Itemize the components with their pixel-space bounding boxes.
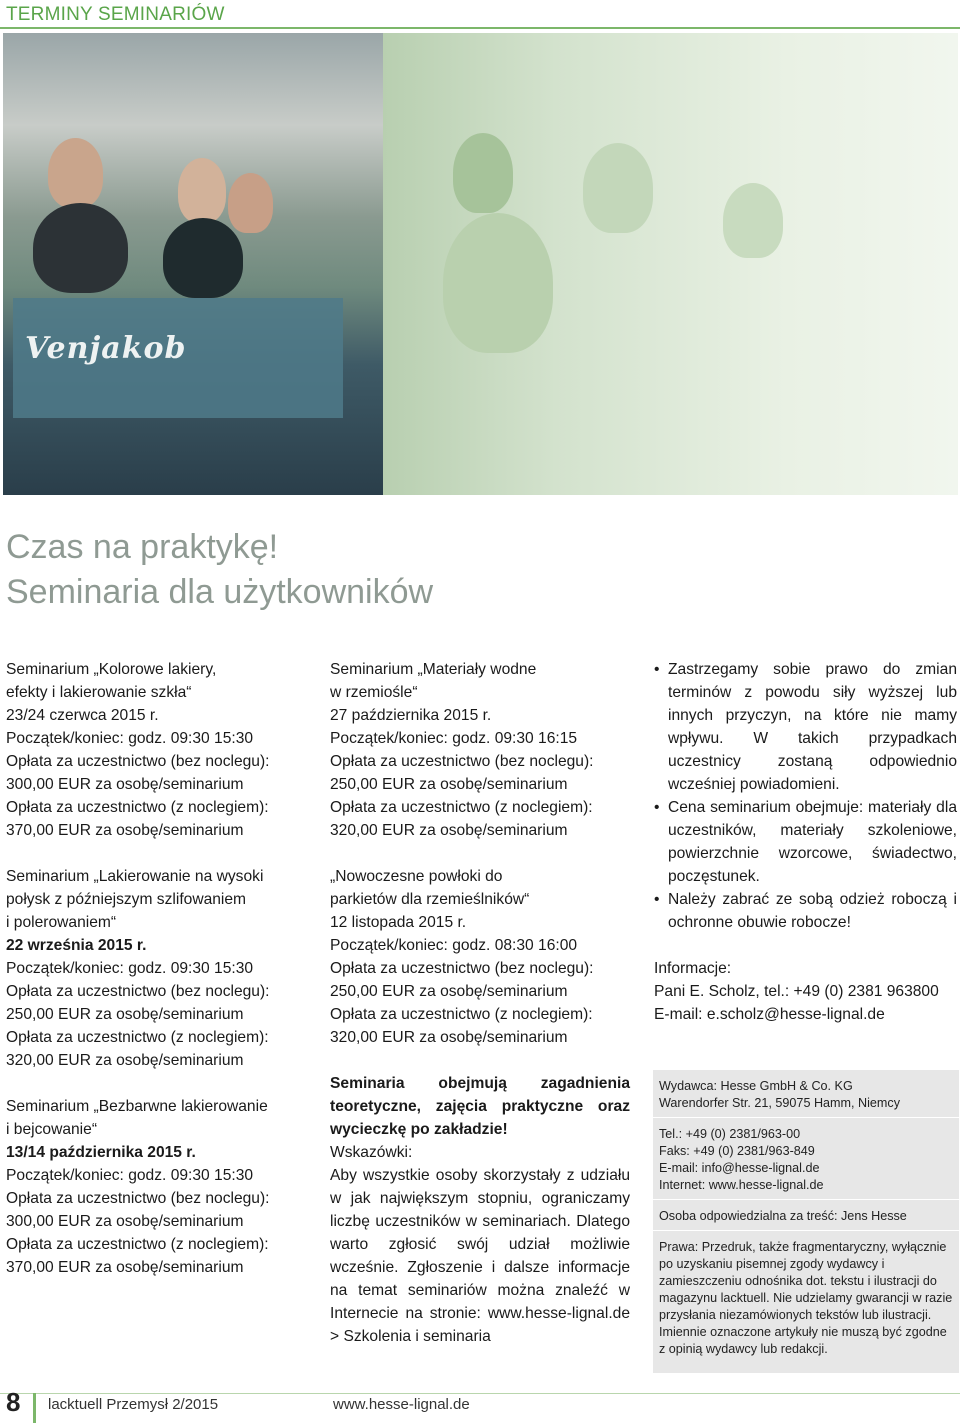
fee-value: 320,00 EUR za osobę/seminarium (6, 1052, 244, 1069)
section-header (0, 0, 960, 30)
header-divider (0, 27, 960, 29)
imprint-tel: Tel.: +49 (0) 2381/963-00 (659, 1127, 801, 1141)
imprint-box (653, 1070, 959, 1373)
hero-photo (3, 33, 958, 495)
seminar-title: parkietów dla rzemieślników“ (330, 891, 530, 908)
section-title: TERMINY SEMINARIÓW (6, 4, 225, 25)
footer-url[interactable]: www.hesse-lignal.de (333, 1396, 470, 1413)
seminar-title: „Nowoczesne powłoki do (330, 868, 503, 885)
fee-value: 250,00 EUR za osobę/seminarium (6, 1006, 244, 1023)
headline-line-1: Czas na praktykę! (6, 528, 279, 566)
notes-list (654, 658, 957, 934)
seminar-entry (330, 658, 630, 842)
imprint-fax: Faks: +49 (0) 2381/963-849 (659, 1144, 815, 1158)
footer-divider (0, 1393, 960, 1394)
person-figure (723, 183, 783, 258)
publisher-name: Wydawca: Hesse GmbH & Co. KG (659, 1079, 853, 1093)
seminar-time: Początek/koniec: godz. 09:30 15:30 (6, 1167, 254, 1184)
imprint-responsible (653, 1200, 959, 1231)
seminar-title: i polerowaniem“ (6, 914, 117, 931)
person-figure (453, 133, 513, 213)
fee-value: 320,00 EUR za osobę/seminarium (330, 822, 568, 839)
note-item: • Cena seminarium obejmuje: materiały dla uczestników, materiały szkoleniowe, powierzchnie wzorcowe, świadectwo, poczęstunek. (654, 796, 957, 888)
person-figure (178, 158, 226, 223)
seminar-time: Początek/koniec: godz. 08:30 16:00 (330, 937, 578, 954)
footer-accent-bar (33, 1393, 36, 1423)
seminar-date: 27 października 2015 r. (330, 707, 492, 724)
fee-label: Opłata za uczestnictwo (bez noclegu): (6, 983, 270, 1000)
seminar-title: i bejcowanie“ (6, 1121, 98, 1138)
info-label: Informacje: (654, 960, 732, 977)
fee-value: 370,00 EUR za osobę/seminarium (6, 822, 244, 839)
publisher-address: Warendorfer Str. 21, 59075 Hamm, Niemcy (659, 1096, 901, 1110)
headline-line-2: Seminaria dla użytkowników (6, 573, 434, 611)
person-figure (443, 213, 553, 353)
person-figure (48, 138, 103, 208)
responsible-person: Osoba odpowiedzialna za treść: Jens Hesse (659, 1209, 907, 1223)
seminar-time: Początek/koniec: godz. 09:30 16:15 (330, 730, 578, 747)
seminar-entry (6, 865, 296, 1072)
fee-value: 250,00 EUR za osobę/seminarium (330, 776, 568, 793)
fee-label: Opłata za uczestnictwo (z noclegiem): (330, 799, 593, 816)
seminar-title: efekty i lakierowanie szkła“ (6, 684, 192, 701)
person-figure (33, 203, 128, 293)
magazine-name: lacktuell Przemysł 2/2015 (48, 1396, 219, 1413)
column-middle (330, 658, 630, 1348)
imprint-rights (653, 1231, 959, 1363)
seminar-title: Seminarium „Materiały wodne (330, 661, 537, 678)
seminar-summary: Seminaria obejmują zagadnienia teoretyczne, zajęcia praktyczne oraz wycieczkę po zakładzie! (330, 1075, 630, 1138)
machine-logo: Venjakob (25, 331, 187, 366)
fee-value: 300,00 EUR za osobę/seminarium (6, 776, 244, 793)
seminar-title: połysk z późniejszym szlifowaniem (6, 891, 247, 908)
note-item: • Należy zabrać ze sobą odzież roboczą i ochronne obuwie robocze! (654, 888, 957, 934)
person-figure (583, 143, 653, 233)
fee-label: Opłata za uczestnictwo (bez noclegu): (6, 1190, 270, 1207)
seminar-entry (330, 865, 630, 1049)
rights-text: Prawa: Przedruk, także fragmentaryczny, wyłącznie po uzyskaniu pisemnej zgody wydawcy i zamieszczeniu odnośnika dot. tekstu i ilustracji do magazynu lacktuell. Nie udzielamy gwarancji w razie przysłania niezamówionych tekstów lub ilustracji. Imiennie oznaczone artykuły nie muszą być zgodne z opinią wydawcy lub redakcji. (659, 1240, 953, 1356)
fee-label: Opłata za uczestnictwo (z noclegiem): (330, 1006, 593, 1023)
seminar-title: w rzemiośle“ (330, 684, 418, 701)
note-item: • Zastrzegamy sobie prawo do zmian terminów z powodu siły wyższej lub innych przyczyn, na które nie mamy wpływu. W takich przypadkach uczestnicy zostaną odpowiednio wcześniej powiadomieni. (654, 658, 957, 796)
contact-email: E-mail: e.scholz@hesse-lignal.de (654, 1006, 885, 1023)
seminar-title: Seminarium „Lakierowanie na wysoki (6, 868, 264, 885)
hints-text: Aby wszystkie osoby skorzystały z udziału w jak największym stopniu, ograniczamy liczbę uczestników w seminariach. Dlatego warto zgłosić swój udział możliwie wcześnie. Zgłoszenie i dalsze informacje na temat seminariów można znaleźć w Internecie na stronie: www.hesse-lignal.de > Szkolenia i seminaria (330, 1167, 630, 1345)
fee-value: 300,00 EUR za osobę/seminarium (6, 1213, 244, 1230)
fee-label: Opłata za uczestnictwo (z noclegiem): (6, 1236, 269, 1253)
fee-label: Opłata za uczestnictwo (z noclegiem): (6, 799, 269, 816)
fee-value: 320,00 EUR za osobę/seminarium (330, 1029, 568, 1046)
page-number: 8 (6, 1387, 21, 1417)
imprint-internet: Internet: www.hesse-lignal.de (659, 1178, 824, 1192)
fee-label: Opłata za uczestnictwo (bez noclegu): (330, 960, 594, 977)
imprint-contact (653, 1118, 959, 1200)
imprint-email: E-mail: info@hesse-lignal.de (659, 1161, 820, 1175)
imprint-publisher (653, 1070, 959, 1118)
fee-value: 250,00 EUR za osobę/seminarium (330, 983, 568, 1000)
seminar-date: 22 września 2015 r. (6, 937, 147, 954)
seminar-title: Seminarium „Kolorowe lakiery, (6, 661, 217, 678)
hints-label: Wskazówki: (330, 1144, 413, 1161)
fee-value: 370,00 EUR za osobę/seminarium (6, 1259, 244, 1276)
contact-name: Pani E. Scholz, tel.: +49 (0) 2381 963800 (654, 983, 939, 1000)
seminar-time: Początek/koniec: godz. 09:30 15:30 (6, 730, 254, 747)
seminar-time: Początek/koniec: godz. 09:30 15:30 (6, 960, 254, 977)
seminar-entry (6, 1095, 296, 1279)
fee-label: Opłata za uczestnictwo (bez noclegu): (330, 753, 594, 770)
fee-label: Opłata za uczestnictwo (bez noclegu): (6, 753, 270, 770)
seminar-date: 12 listopada 2015 r. (330, 914, 467, 931)
column-left (6, 658, 296, 1279)
seminar-date: 23/24 czerwca 2015 r. (6, 707, 159, 724)
person-figure (228, 173, 273, 233)
person-figure (163, 218, 243, 298)
seminar-entry (6, 658, 296, 842)
fee-label: Opłata za uczestnictwo (z noclegiem): (6, 1029, 269, 1046)
seminar-date: 13/14 października 2015 r. (6, 1144, 196, 1161)
column-right (654, 658, 957, 1026)
seminar-title: Seminarium „Bezbarwne lakierowanie (6, 1098, 268, 1115)
